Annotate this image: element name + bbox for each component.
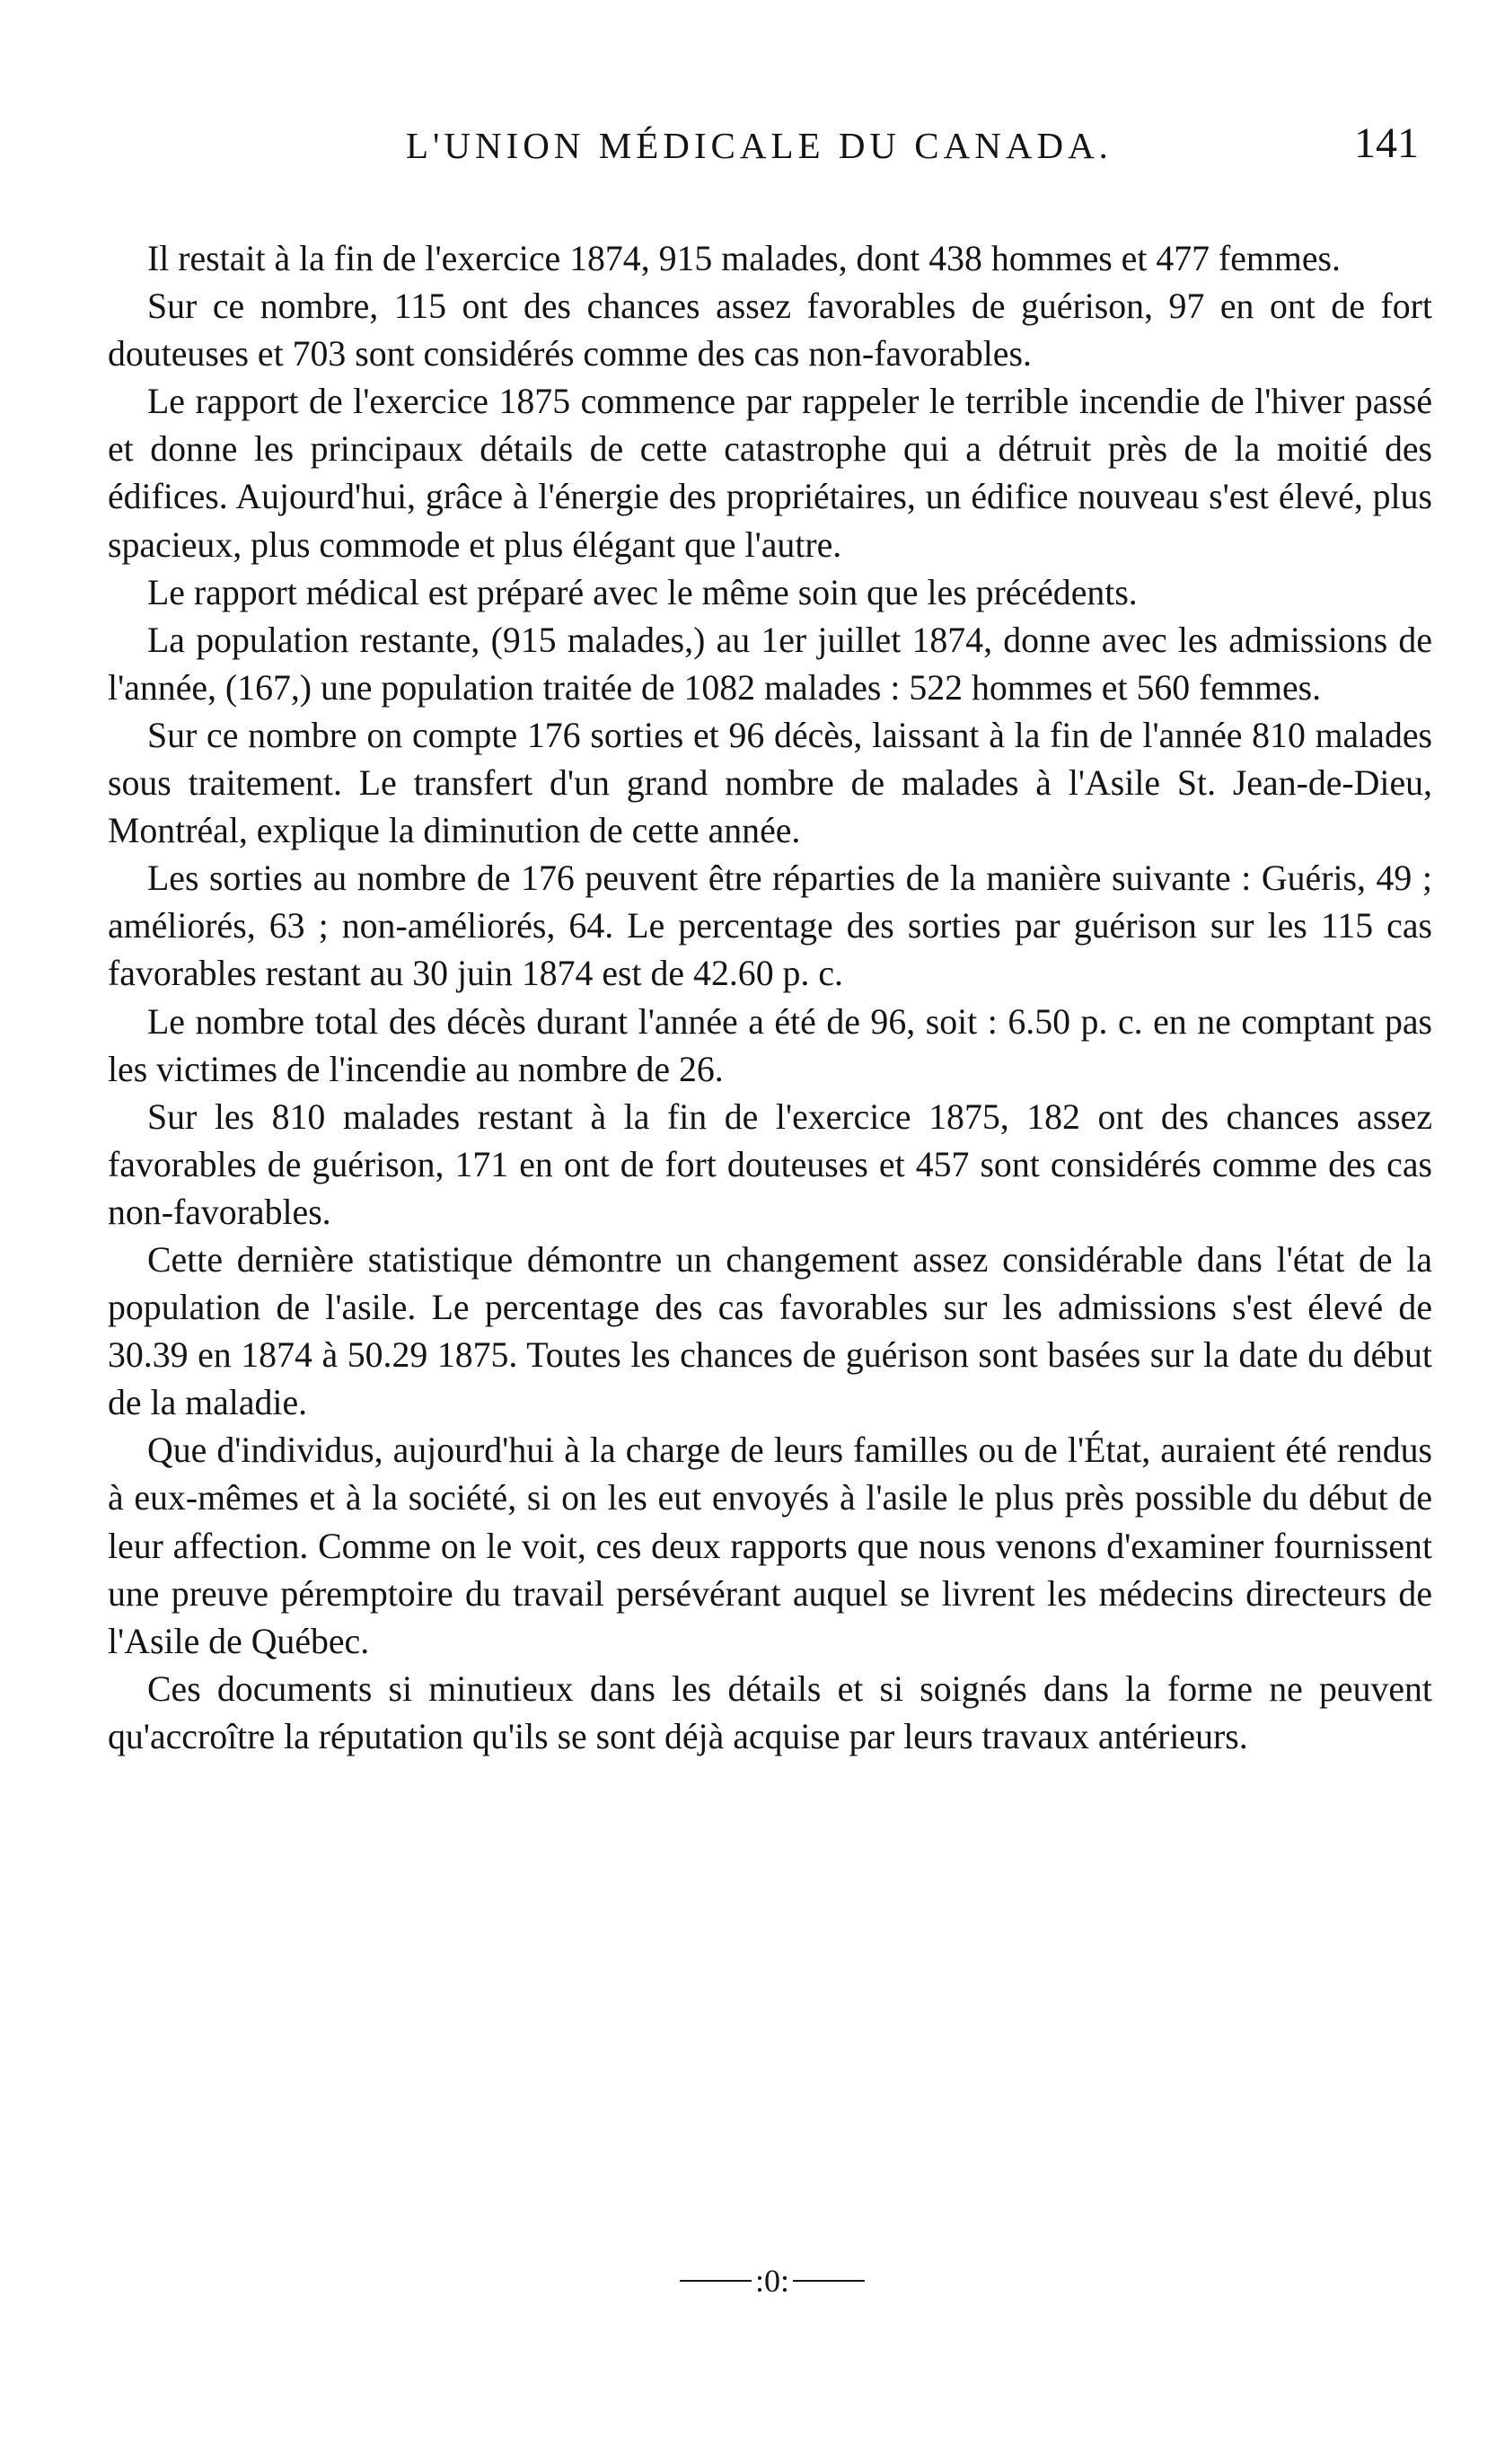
paragraph-conclusion: Ces documents si minutieux dans les détails et si soignés dans la forme ne peuvent qu'accroître la réputation qu'ils se sont déjà acquise par leurs travaux antérieurs. [108, 1668, 1432, 1756]
article-body [108, 235, 1432, 1761]
separator-rule-right [793, 2280, 865, 2282]
paragraph-discharge-breakdown: Les sorties au nombre de 176 peuvent être réparties de la manière suivante : Guéris, 49 ; améliorés, 63 ; non-améliorés, 64. Le percentage des sorties par guérison sur les 115 cas favorables restant au 30 juin 1874 est de 42.60 p. c. [108, 858, 1432, 994]
separator-mark: :0: [754, 2262, 789, 2299]
paragraph-cure-chances-1874: Sur ce nombre, 115 ont des chances assez favorables de guérison, 97 en ont de fort douteuses et 703 sont considérés comme des cas non-favorables. [108, 286, 1432, 374]
paragraph-cure-chances-1875: Sur les 810 malades restant à la fin de l'exercice 1875, 182 ont des chances assez favorables de guérison, 171 en ont de fort douteuses et 457 sont considérés comme des cas non-favorables. [108, 1096, 1432, 1232]
journal-title: L'UNION MÉDICALE DU CANADA. [406, 125, 1113, 166]
page-number: 141 [1354, 119, 1419, 167]
paragraph-population: La population restante, (915 malades,) au 1er juillet 1874, donne avec les admissions de l'année, (167,) une population traitée de 1082 malades : 522 hommes et 560 femmes. [108, 620, 1432, 708]
paragraph-early-treatment: Que d'individus, aujourd'hui à la charge de leurs familles ou de l'État, auraient été rendus à eux-mêmes et à la société, si on les eut envoyés à l'asile le plus près possible du début de leur affection. Comme on le voit, ces deux rapports que nous venons d'examiner fournissent une preuve péremptoire du travail persévérant auquel se livrent les médecins directeurs de l'Asile de Québec. [108, 1430, 1432, 1661]
section-separator [664, 2261, 880, 2299]
paragraph-remaining-patients: Il restait à la fin de l'exercice 1874, 915 malades, dont 438 hommes et 477 femmes. [147, 239, 1341, 278]
running-head [108, 119, 1437, 178]
paragraph-statistics-change: Cette dernière statistique démontre un changement assez considérable dans l'état de la population de l'asile. Le percentage des cas favorables sur les admissions s'est élevé de 30.39 en 1874 à 50.29 1875. Toutes les chances de guérison sont basées sur la date du début de la maladie. [108, 1239, 1432, 1423]
paragraph-death-rate: Le nombre total des décès durant l'année a été de 96, soit : 6.50 p. c. en ne comptant pas les victimes de l'incendie au nombre de 26. [108, 1001, 1432, 1089]
paragraph-fire-report: Le rapport de l'exercice 1875 commence par rappeler le terrible incendie de l'hiver passé et donne les principaux détails de cette catastrophe qui a détruit près de la moitié des édifices. Aujourd'hui, grâce à l'énergie des propriétaires, un édifice nouveau s'est élevé, plus spacieux, plus commode et plus élégant que l'autre. [108, 382, 1432, 565]
paragraph-discharges-deaths: Sur ce nombre on compte 176 sorties et 96 décès, laissant à la fin de l'année 810 malades sous traitement. Le transfert d'un grand nombre de malades à l'Asile St. Jean-de-Dieu, Montréal, explique la diminution de cette année. [108, 715, 1432, 851]
separator-rule-left [680, 2280, 752, 2282]
paragraph-medical-report: Le rapport médical est préparé avec le même soin que les précédents. [147, 572, 1138, 612]
